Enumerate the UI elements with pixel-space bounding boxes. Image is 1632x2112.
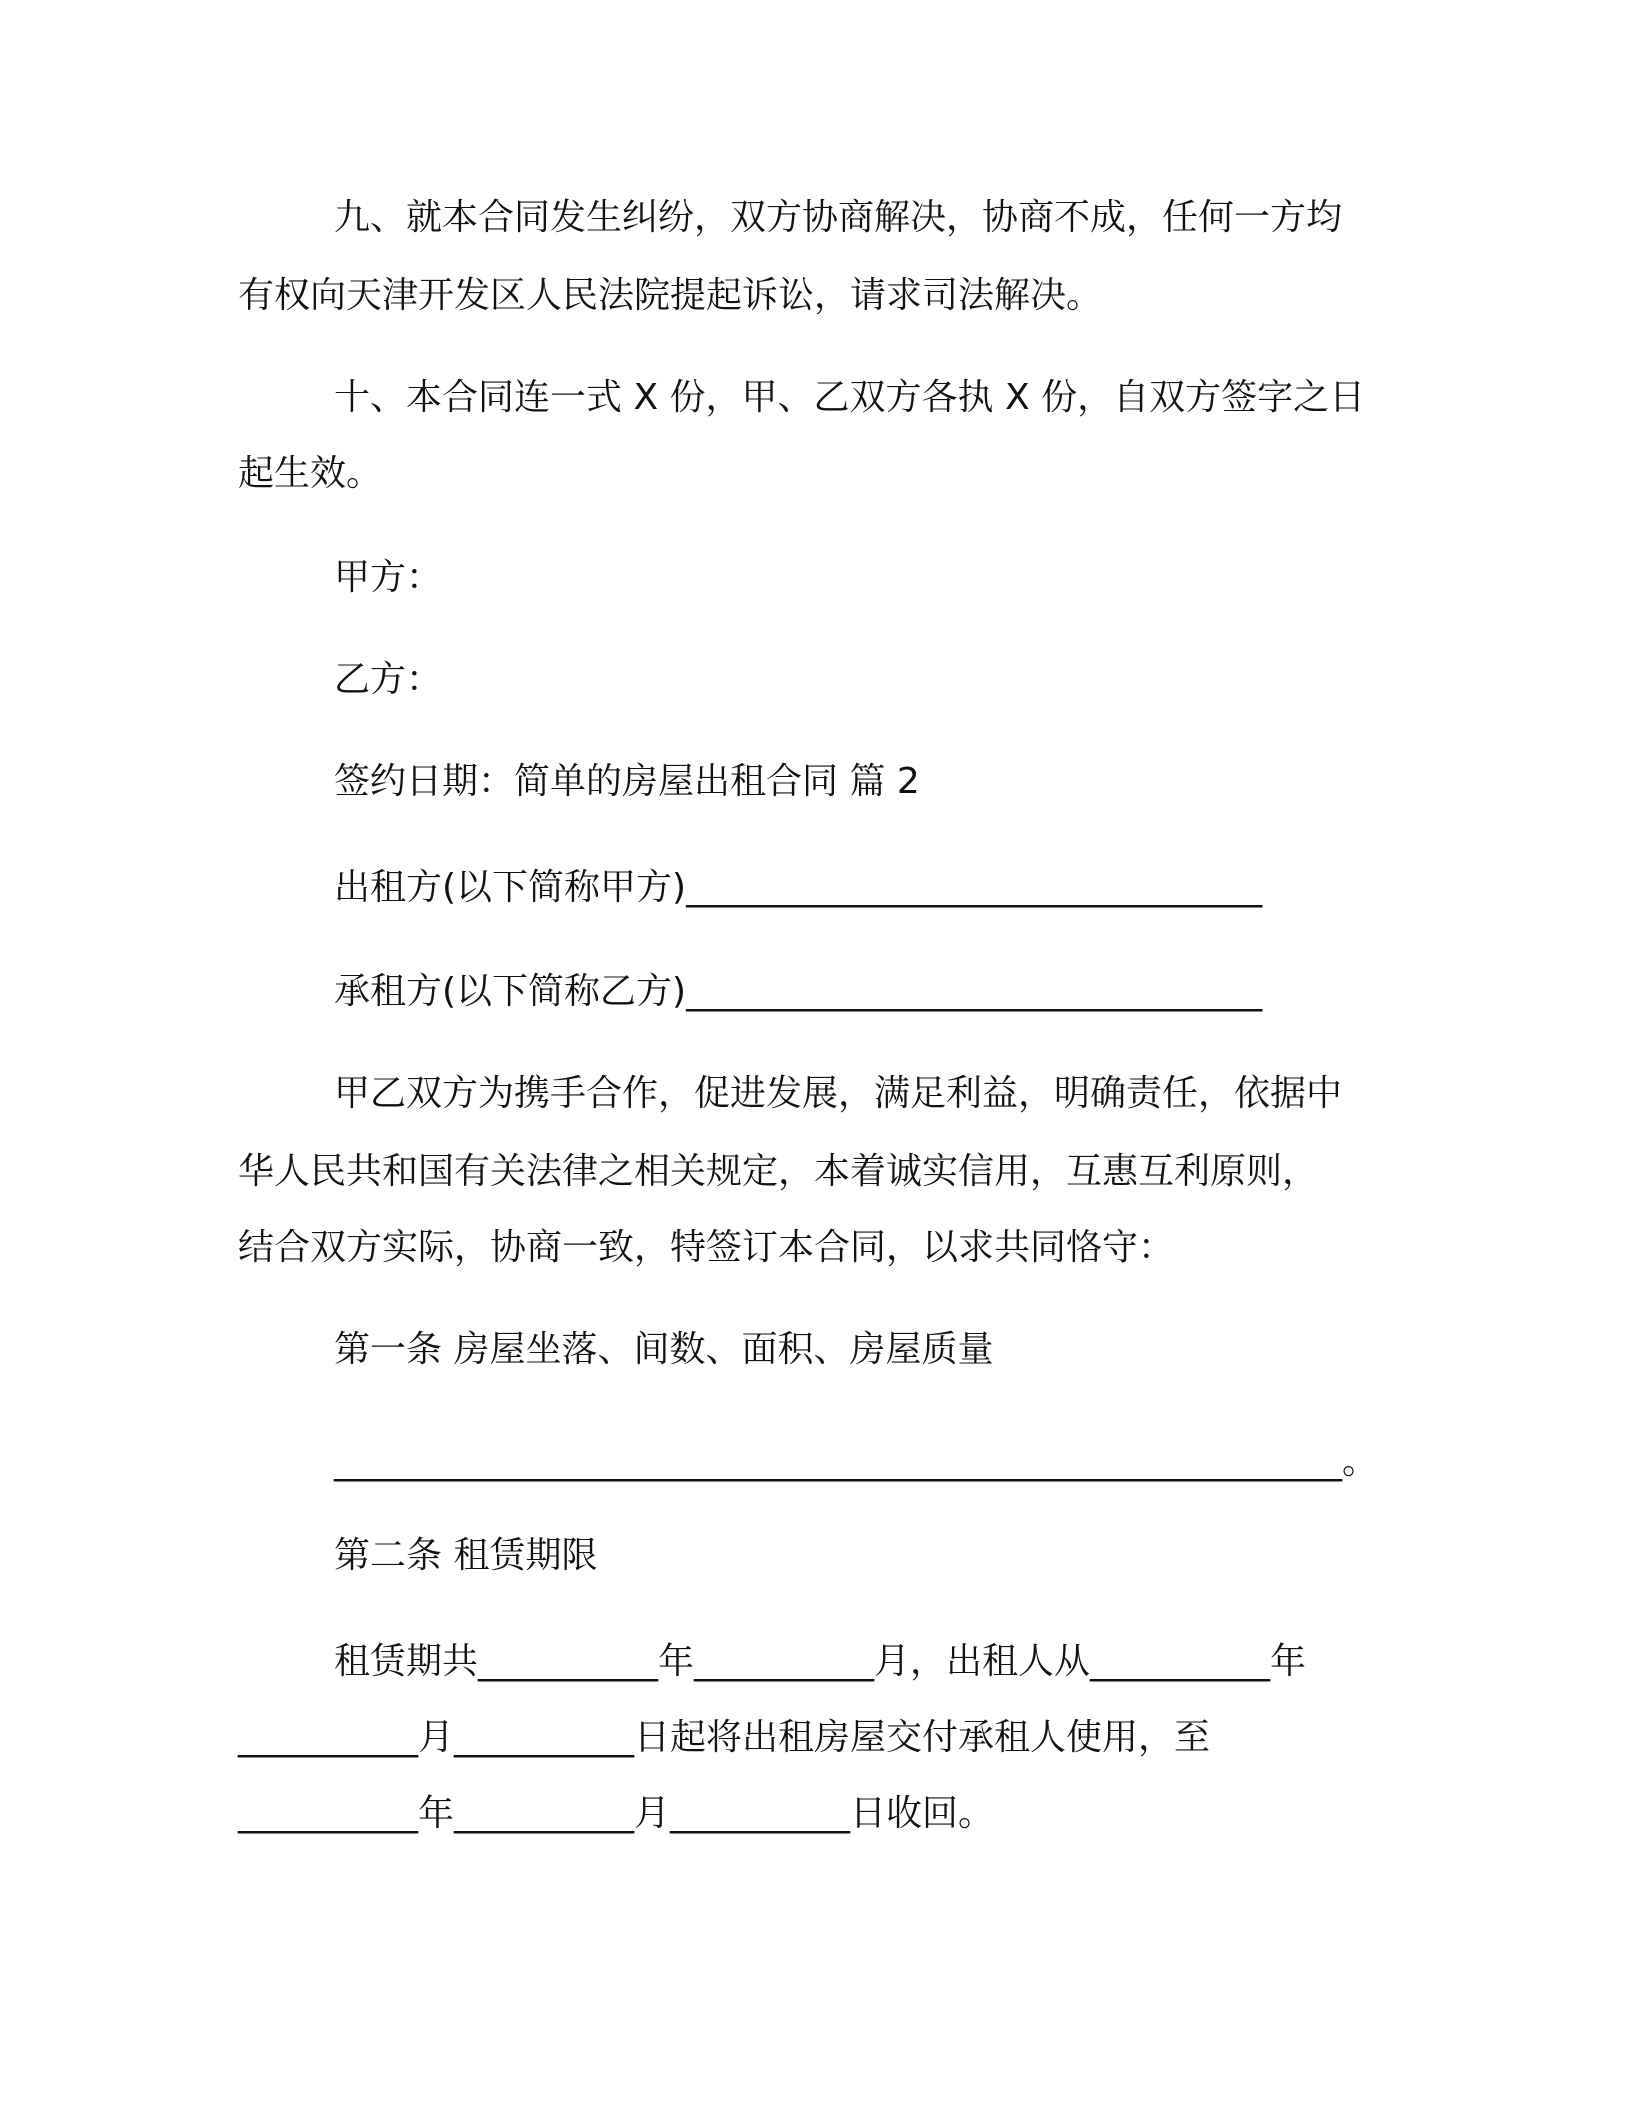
- party-a-label: 甲方：: [334, 557, 443, 598]
- party-b-label: 乙方：: [334, 659, 443, 700]
- article-1-heading: 第一条 房屋坐落、间数、面积、房屋质量: [334, 1329, 994, 1370]
- preamble-line-1: 甲乙双方为携手合作，促进发展，满足利益，明确责任，依据中: [334, 1073, 1343, 1114]
- clause-9-line-2: 有权向天津开发区人民法院提起诉讼，请求司法解决。: [238, 275, 1103, 316]
- preamble-line-2: 华人民共和国有关法律之相关规定，本着诚实信用，互惠互利原则，: [238, 1151, 1319, 1192]
- lease-term-line-3: __________年__________月__________日收回。: [238, 1793, 995, 1834]
- lessee-line: 承租方(以下简称乙方)________________________________: [334, 971, 1263, 1012]
- preamble-line-3: 结合双方实际，协商一致，特签订本合同，以求共同恪守：: [238, 1227, 1175, 1268]
- clause-10-line-1: 十、本合同连一式 X 份，甲、乙双方各执 X 份，自双方签字之日: [334, 377, 1366, 418]
- lease-term-line-2: __________月__________日起将出租房屋交付承租人使用，至: [238, 1717, 1211, 1758]
- article-2-heading: 第二条 租赁期限: [334, 1535, 598, 1576]
- lessor-line: 出租方(以下简称甲方)________________________________: [334, 867, 1263, 908]
- lease-term-line-1: 租赁期共__________年__________月，出租人从__________年: [334, 1641, 1307, 1682]
- article-1-blank-line: ________________________________________________________。: [334, 1441, 1378, 1482]
- clause-9-line-1: 九、就本合同发生纠纷，双方协商解决，协商不成，任何一方均: [334, 197, 1343, 238]
- signing-date-title: 签约日期：简单的房屋出租合同 篇 2: [334, 761, 920, 802]
- clause-10-line-2: 起生效。: [238, 453, 383, 494]
